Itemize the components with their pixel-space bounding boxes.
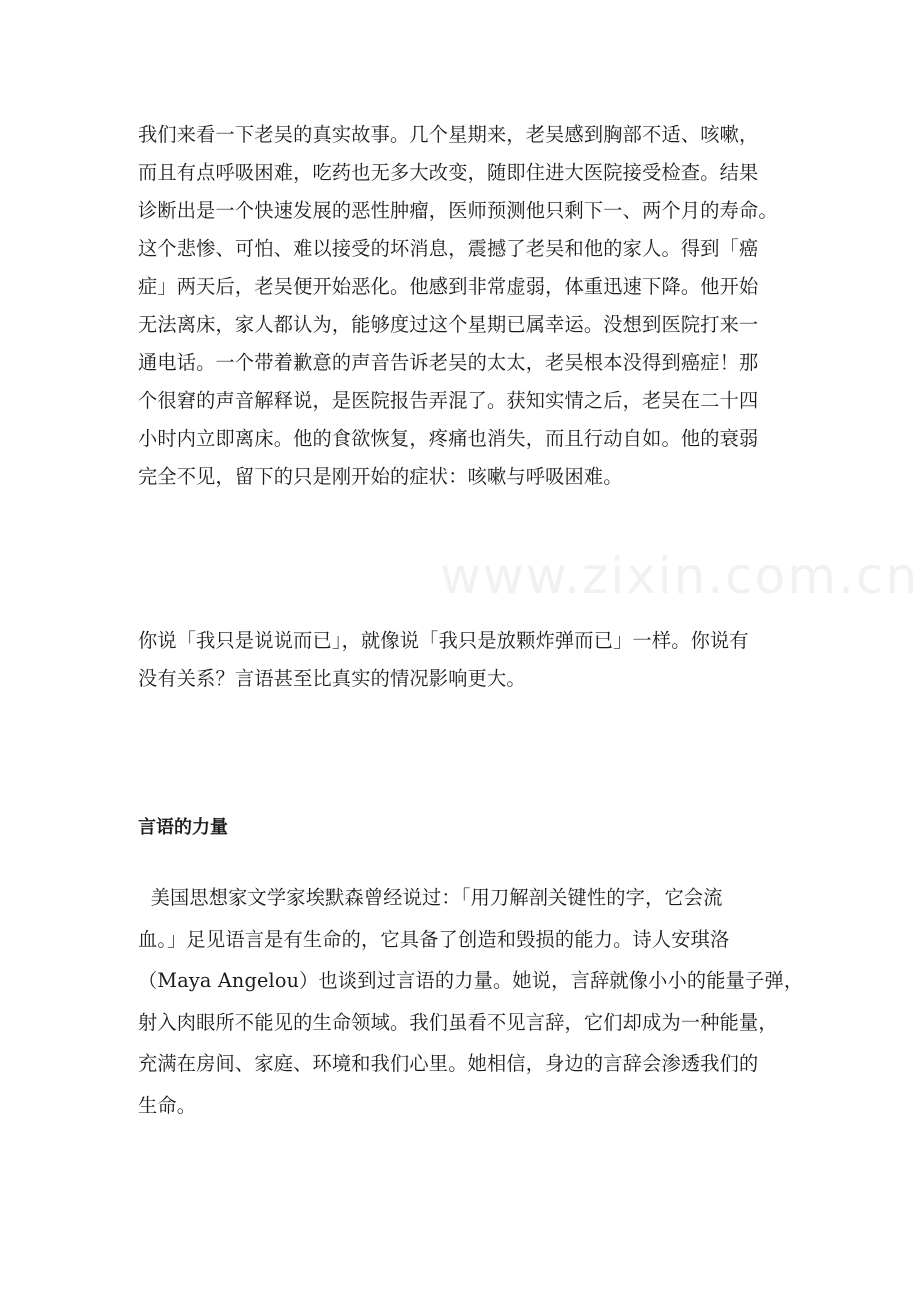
comment-paragraph <box>138 622 798 698</box>
text-line: （Maya Angelou）也谈到过言语的力量。她说，言辞就像小小的能量子弹， <box>138 969 804 992</box>
text-line: 美国思想家文学家埃默森曾经说过：「用刀解剖关键性的字，它会流 <box>138 886 723 909</box>
text-line: 通电话。一个带着歉意的声音告诉老吴的太太，老吴根本没得到癌症！那 <box>138 351 759 374</box>
story-paragraph <box>138 116 798 496</box>
watermark: www.zixin.com.cn <box>440 547 920 605</box>
text-line: 个很窘的声音解释说，是医院报告弄混了。获知实情之后，老吴在二十四 <box>138 389 759 412</box>
text-line: 我们来看一下老吴的真实故事。几个星期来，老吴感到胸部不适、咳嗽， <box>138 123 759 146</box>
text-line: 小时内立即离床。他的食欲恢复，疼痛也消失，而且行动自如。他的衰弱 <box>138 427 759 450</box>
section-paragraph <box>138 877 804 1126</box>
text-line: 生命。 <box>138 1093 197 1117</box>
text-line: 你说「我只是说说而已」，就像说「我只是放颗炸弹而已」一样。你说有 <box>138 629 749 652</box>
text-line: 射入肉眼所不能见的生命领域。我们虽看不见言辞，它们却成为一种能量， <box>138 1010 778 1034</box>
text-line: 症」两天后，老吴便开始恶化。他感到非常虚弱，体重迅速下降。他开始 <box>138 275 759 298</box>
text-line: 诊断出是一个快速发展的恶性肿瘤，医师预测他只剩下一、两个月的寿命。 <box>138 199 778 222</box>
text-line: 无法离床，家人都认为，能够度过这个星期已属幸运。没想到医院打来一 <box>138 313 759 336</box>
text-line: 这个悲惨、可怕、难以接受的坏消息，震撼了老吴和他的家人。得到「癌 <box>138 237 759 260</box>
section-heading: 言语的力量 <box>138 817 228 838</box>
text-line: 血。」足见语言是有生命的，它具备了创造和毁损的能力。诗人安琪洛 <box>138 927 730 951</box>
text-line: 完全不见，留下的只是刚开始的症状：咳嗽与呼吸困难。 <box>138 465 623 488</box>
text-line: 而且有点呼吸困难，吃药也无多大改变，随即住进大医院接受检查。结果 <box>138 161 759 184</box>
text-line: 没有关系？言语甚至比真实的情况影响更大。 <box>138 667 526 690</box>
text-line: 充满在房间、家庭、环境和我们心里。她相信，身边的言辞会渗透我们的 <box>138 1052 759 1075</box>
